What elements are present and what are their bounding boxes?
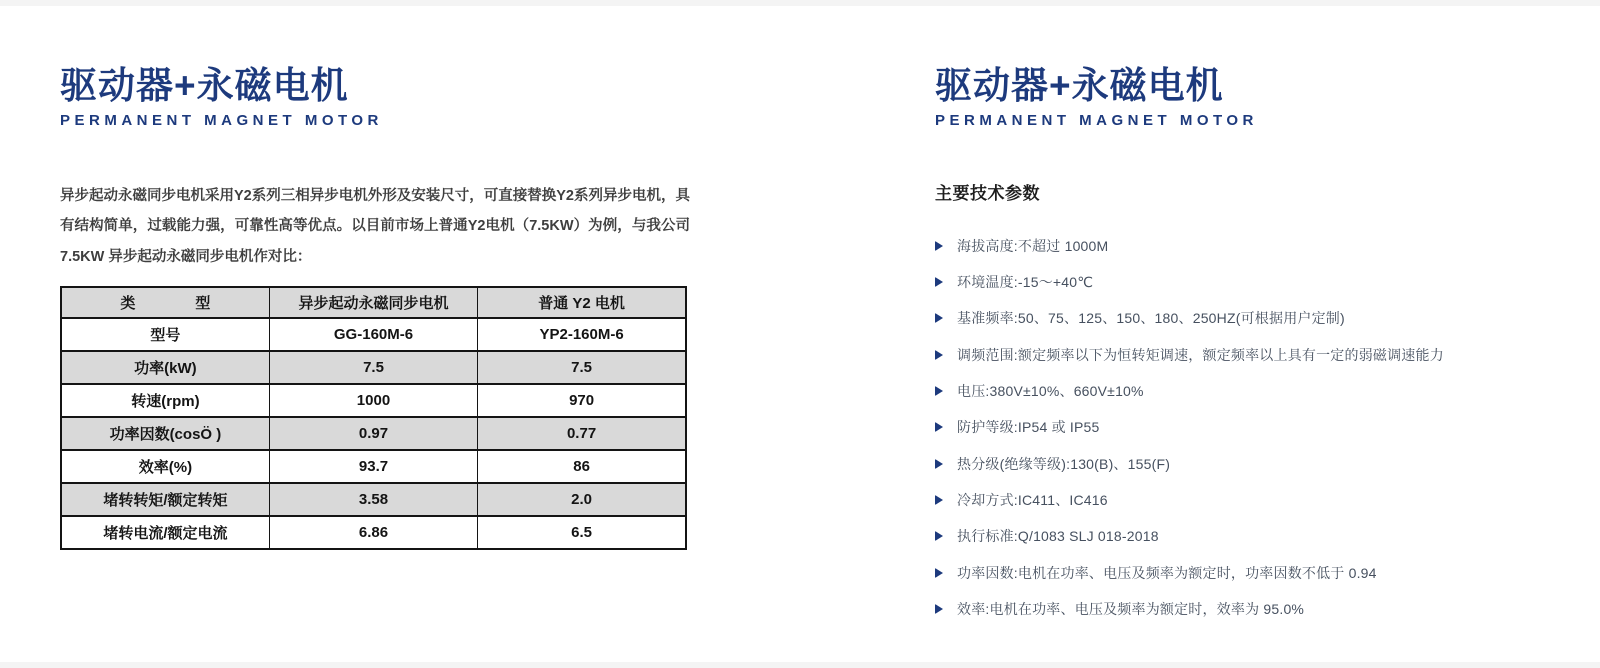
cell-label: 堵转转矩/额定转矩 (61, 483, 269, 516)
triangle-bullet-icon (935, 277, 943, 287)
spec-text: 基准频率:50、75、125、150、180、250HZ(可根据用户定制) (957, 310, 1345, 327)
spec-text: 执行标准:Q/1083 SLJ 018-2018 (957, 528, 1159, 545)
table-row-locked-rotor-torque (61, 483, 686, 516)
cell-value: 86 (478, 450, 686, 483)
cell-value: 3.58 (269, 483, 477, 516)
cell-value: GG-160M-6 (269, 318, 477, 351)
table-row-power-factor (61, 417, 686, 450)
spec-text: 冷却方式:IC411、IC416 (957, 491, 1108, 508)
spec-text: 海拔高度:不超过 1000M (957, 237, 1109, 254)
triangle-bullet-icon (935, 568, 943, 578)
spec-item-power-factor (935, 554, 1570, 590)
intro-paragraph: 异步起动永磁同步电机采用Y2系列三相异步电机外形及安装尺寸，可直接替换Y2系列异步电机，具有结构简单，过载能力强，可靠性高等优点。以目前市场上普通Y2电机（7.5KW）为例，与我公司7.5KW 异步起动永磁同步电机作对比： (60, 187, 690, 265)
page-subtitle-left: PERMANENT MAGNET MOTOR (60, 111, 383, 129)
cell-value: 970 (478, 384, 686, 417)
tech-spec-list (935, 228, 1570, 627)
spec-text: 调频范围:额定频率以下为恒转矩调速，额定频率以上具有一定的弱磁调速能力 (957, 346, 1444, 363)
spec-item-cooling-method (935, 482, 1570, 518)
table-row-efficiency (61, 450, 686, 483)
cell-value: 6.5 (478, 516, 686, 549)
page-top-edge (0, 0, 1600, 6)
cell-value: 2.0 (478, 483, 686, 516)
triangle-bullet-icon (935, 604, 943, 614)
spec-text: 环境温度:-15～+40℃ (957, 274, 1094, 291)
cell-value: 6.86 (269, 516, 477, 549)
spec-item-ambient-temperature (935, 264, 1570, 300)
triangle-bullet-icon (935, 386, 943, 396)
table-header-y2-motor: 普通 Y2 电机 (478, 287, 686, 318)
section-heading-tech-params: 主要技术参数 (935, 183, 1040, 203)
table-row-power (61, 351, 686, 384)
cell-value: 7.5 (478, 351, 686, 384)
cell-value: 1000 (269, 384, 477, 417)
page-subtitle-right: PERMANENT MAGNET MOTOR (935, 111, 1258, 129)
page-title-left: 驱动器+永磁电机 (60, 65, 349, 106)
spec-item-frequency-range (935, 337, 1570, 373)
page-title-right: 驱动器+永磁电机 (935, 65, 1224, 106)
spec-item-base-frequency (935, 300, 1570, 336)
cell-label: 堵转电流/额定电流 (61, 516, 269, 549)
spec-text: 电压:380V±10%、660V±10% (957, 383, 1144, 400)
cell-label: 功率因数(cosÖ ) (61, 417, 269, 450)
triangle-bullet-icon (935, 459, 943, 469)
spec-item-insulation-class (935, 445, 1570, 481)
cell-label: 型号 (61, 318, 269, 351)
spec-text: 效率:电机在功率、电压及频率为额定时，效率为 95.0% (957, 600, 1305, 617)
spec-item-protection-class (935, 409, 1570, 445)
triangle-bullet-icon (935, 422, 943, 432)
left-page (60, 66, 692, 550)
spec-text: 热分级(绝缘等级):130(B)、155(F) (957, 455, 1171, 472)
spec-item-altitude (935, 228, 1570, 264)
table-row-locked-rotor-current (61, 516, 686, 549)
table-header-type: 类 型 (61, 287, 269, 318)
cell-value: 0.77 (478, 417, 686, 450)
cell-label: 转速(rpm) (61, 384, 269, 417)
cell-label: 效率(%) (61, 450, 269, 483)
triangle-bullet-icon (935, 241, 943, 251)
cell-label: 功率(kW) (61, 351, 269, 384)
table-row-model (61, 318, 686, 351)
triangle-bullet-icon (935, 350, 943, 360)
page-bottom-edge (0, 662, 1600, 668)
triangle-bullet-icon (935, 495, 943, 505)
spec-text: 防护等级:IP54 或 IP55 (957, 419, 1100, 436)
cell-value: 7.5 (269, 351, 477, 384)
cell-value: 0.97 (269, 417, 477, 450)
table-header-row (61, 287, 686, 318)
spec-item-efficiency (935, 591, 1570, 627)
triangle-bullet-icon (935, 531, 943, 541)
triangle-bullet-icon (935, 313, 943, 323)
table-row-speed (61, 384, 686, 417)
spec-text: 功率因数:电机在功率、电压及频率为额定时，功率因数不低于 0.94 (957, 564, 1377, 581)
cell-value: YP2-160M-6 (478, 318, 686, 351)
motor-comparison-table (60, 286, 687, 550)
spec-item-standard (935, 518, 1570, 554)
cell-value: 93.7 (269, 450, 477, 483)
table-header-pm-motor: 异步起动永磁同步电机 (269, 287, 477, 318)
spec-item-voltage (935, 373, 1570, 409)
right-page (935, 66, 1570, 627)
